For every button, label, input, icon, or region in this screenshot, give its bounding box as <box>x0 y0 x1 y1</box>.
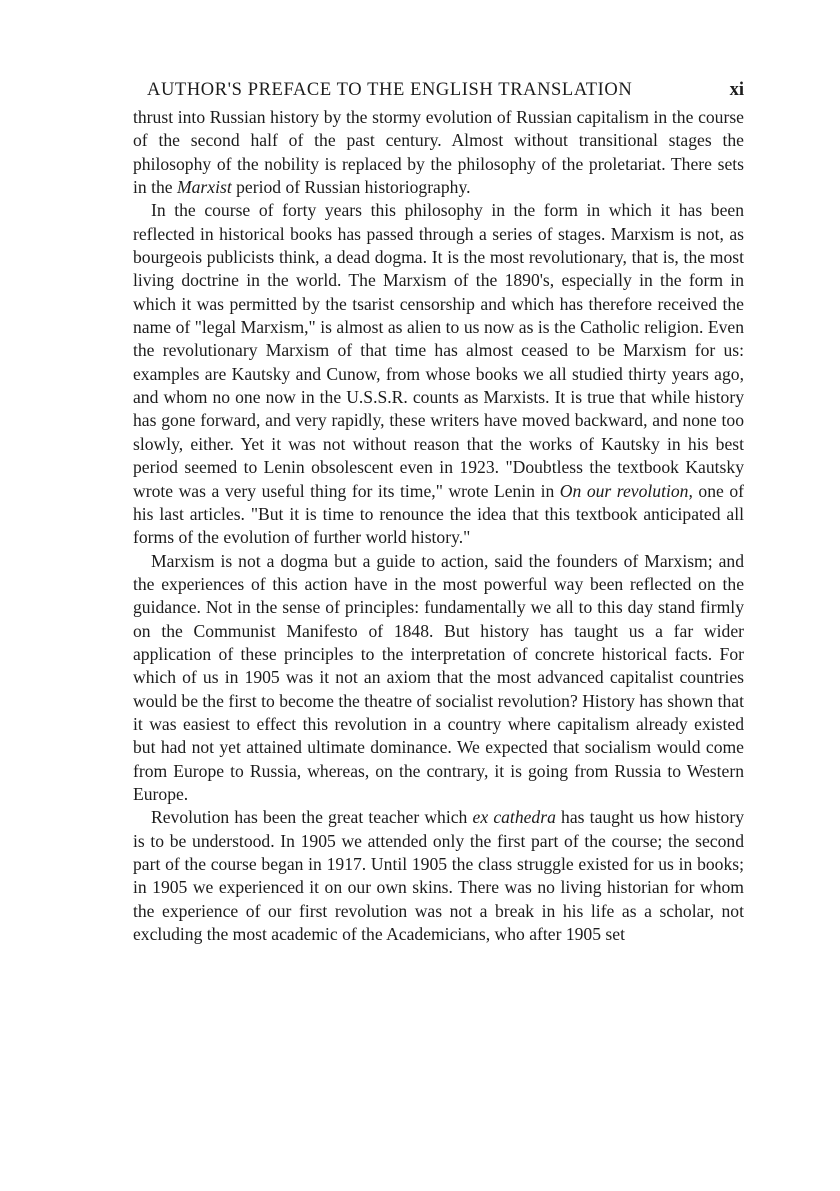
italic-phrase: ex cathedra <box>472 807 556 828</box>
paragraph-text: thrust into Russian history by the stormy evolution of Russian capitalism in the course of the second half of the past century. Almost without transitional stages the philosophy of the nobility is replaced by the philosophy of the proletariat. There sets in the <box>133 107 744 198</box>
paragraph-text: period of Russian historiography. <box>231 177 471 198</box>
paragraph-text: one of his last articles. "But it is time to renounce the idea that this textbook anticipated all forms of the evolution of further world history." <box>133 480 744 548</box>
paragraph-2 <box>133 199 744 549</box>
running-header <box>133 80 744 101</box>
paragraph-1 <box>133 106 744 199</box>
paragraph-3 <box>133 550 744 807</box>
page-number: xi <box>729 80 744 100</box>
running-title: AUTHOR'S PREFACE TO THE ENGLISH TRANSLATION <box>147 80 633 100</box>
italic-term: Marxist <box>176 177 232 198</box>
body-text <box>133 106 744 946</box>
paragraph-text: has taught us how history is to be understood. In 1905 we attended only the first part of the course; the second part of the course began in 1917. Until 1905 the class struggle existed for us in books; in 1905 we experienced it on our own skins. There was no living historian for whom the experience of our first revolution was not a break in his life as a scholar, not excluding the most academic of the Academicians, who after 1905 set <box>133 807 744 945</box>
paragraph-text: Marxism is not a dogma but a guide to action, said the founders of Marxism; and the experiences of this action have in the most powerful way been reflected on the guidance. Not in the sense of principles: fundamentally we all to this day stand firmly on the Communist Manifesto of 1848. But history has taught us a far wider application of these principles to the interpretation of concrete historical facts. For which of us in 1905 was it not an axiom that the most advanced capitalist countries would be the first to become the theatre of socialist revolution? History has shown that it was easiest to effect this revolution in a country where capitalism already existed but had not yet attained ultimate dominance. We expected that socialism would come from Europe to Russia, whereas, on the contrary, it is going from Russia to Western Europe. <box>133 550 744 804</box>
paragraph-text: In the course of forty years this philosophy in the form in which it has been reflected in historical books has passed through a series of stages. Marxism is not, as bourgeois publicists think, a dead dogma. It is the most revolutionary, that is, the most living doctrine in the world. The Marxism of the 1890's, especially in the form in which it was permitted by the tsarist censorship and which has therefore received the name of "legal Marxism," is almost as alien to us now as is the Catholic religion. Even the revolutionary Marxism of that time has almost ceased to be Marxism for us: examples are Kautsky and Cunow, from whose books we all studied thirty years ago, and whom no one now in the U.S.S.R. counts as Marxists. It is true that while history has gone forward, and very rapidly, these writers have moved backward, and none too slowly, either. Yet it was not without reason that the works of Kautsky in his best period seemed to Lenin obsolescent even in 1923. "Doubtless the textbook Kautsky wrote was a very useful thing for its time," wrote Lenin in <box>133 200 744 501</box>
paragraph-4 <box>133 806 744 946</box>
italic-title: On our revolution, <box>559 480 693 501</box>
paragraph-text: Revolution has been the great teacher which <box>151 807 473 828</box>
book-page <box>133 80 744 946</box>
